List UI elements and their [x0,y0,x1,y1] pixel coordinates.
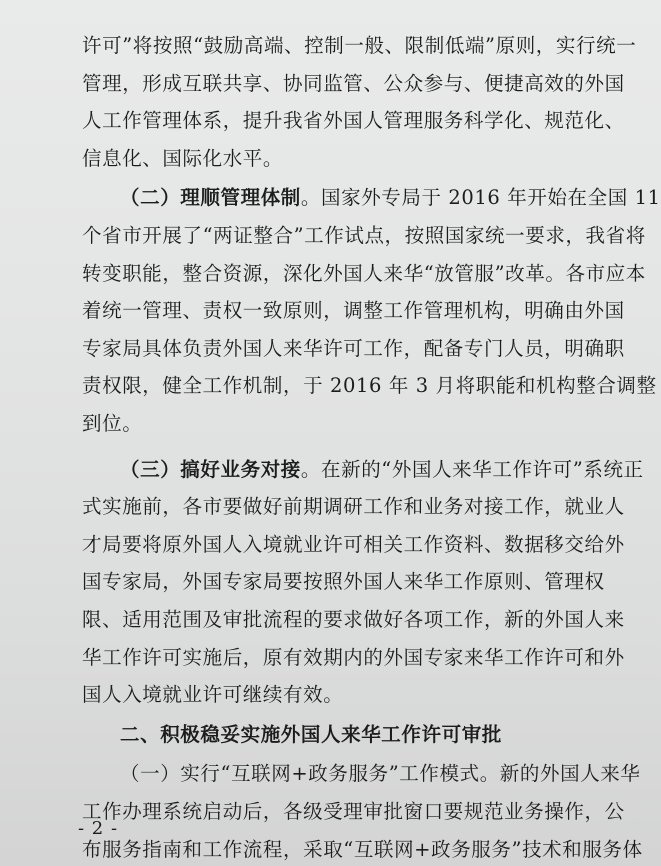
page-number: - 2 - [78,818,119,839]
paragraph-line: 信息化、国际化水平。 [82,146,284,170]
paragraph-line: 人工作管理体系，提升我省外国人管理服务科学化、规范化、 [82,109,625,133]
section-2-first-line [120,186,661,210]
paragraph-line: 式实施前，各市要做好前期调研工作和业务对接工作，就业人 [82,495,625,519]
paragraph-line: 工作办理系统启动后，各级受理审批窗口要规范业务操作，公 [82,800,625,823]
paragraph-line: 责权限，健全工作机制，于 2016 年 3 月将职能和机构整合调整 [82,374,657,398]
paragraph-line: 管理，形成互联共享、协同监管、公众参与、便捷高效的外国 [82,71,625,95]
paragraph-line: 转变职能，整合资源，深化外国人来华“放管服”改革。各市应本 [82,261,646,285]
paragraph-line: 国专家局，外国专家局要按照外国人来华工作原则、管理权 [82,570,605,594]
section-3-text: 。在新的“外国人来华工作许可”系统正 [300,457,644,481]
paragraph-line: 国人入境就业许可继续有效。 [82,683,344,707]
paragraph-line: 到位。 [82,412,143,435]
section-2-text: 。国家外专局于 2016 年开始在全国 11 [300,186,661,210]
paragraph-line: 才局要将原外国人入境就业许可相关工作资料、数据移交给外 [82,532,625,556]
chapter-2-heading: 二、积极稳妥实施外国人来华工作许可审批 [120,722,502,746]
paragraph-line: 华工作许可实施后，原有效期内的外国专家来华工作许可和外 [82,645,625,669]
paragraph-line: 布服务指南和工作流程，采取“互联网+政务服务”技术和服务体 [82,837,643,861]
section-2-1-text: 。新的外国人来华 [479,762,641,786]
paragraph-line: 许可”将按照“鼓励高端、控制一般、限制低端”原则，实行统一 [82,34,637,57]
paragraph-line: 限、适用范围及审批流程的要求做好各项工作，新的外国人来 [82,608,625,631]
section-3-first-line [120,457,644,482]
section-2-heading: （二）理顺管理体制 [120,186,301,210]
paragraph-line: 专家局具体负责外国人来华许可工作，配备专门人员，明确职 [82,336,625,360]
paragraph-line: 个省市开展了“两证整合”工作试点，按照国家统一要求，我省将 [82,224,646,247]
section-2-1-heading: （一）实行“互联网+政务服务”工作模式 [120,762,480,786]
section-2-1-first-line [120,762,641,786]
section-3-heading: （三）搞好业务对接 [120,457,301,481]
paragraph-line: 着统一管理、责权一致原则，调整工作管理机构，明确由外国 [82,299,625,323]
